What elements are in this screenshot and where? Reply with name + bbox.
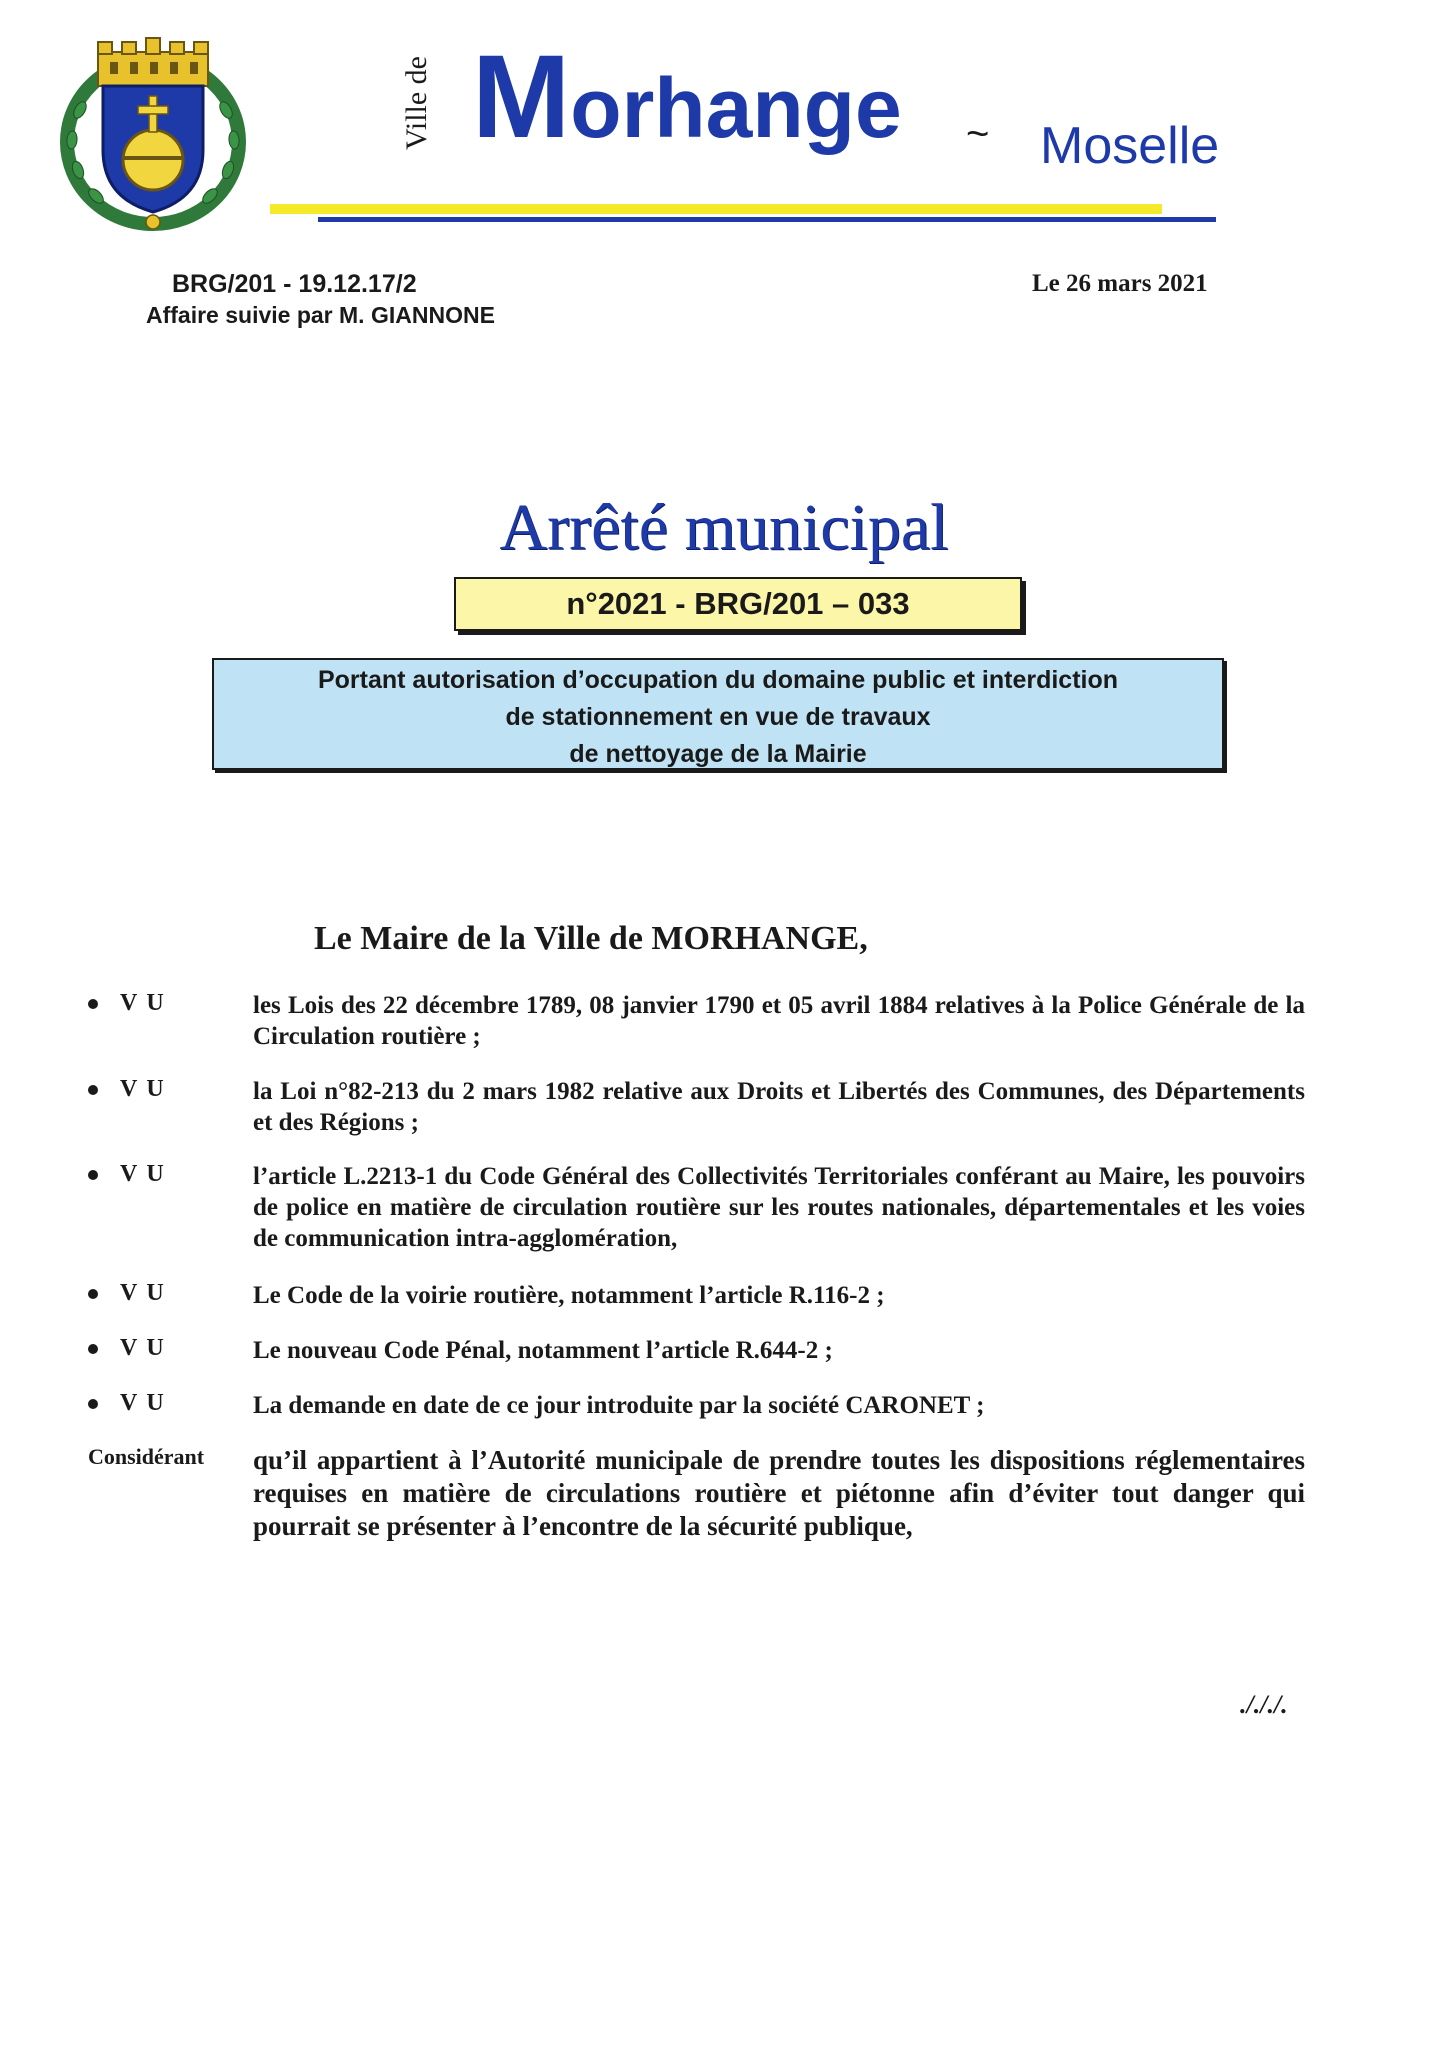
bullet-icon: [88, 1399, 98, 1409]
subject-line: de stationnement en vue de travaux: [505, 703, 931, 731]
region-name: Moselle: [1040, 117, 1220, 175]
bullet-icon: [88, 999, 98, 1009]
vu-text: La demande en date de ce jour introduite par la société CARONET ;: [253, 1392, 985, 1419]
vu-text: Le Code de la voirie routière, notamment l’article R.116-2 ;: [253, 1282, 885, 1309]
considerant-text: qu’il appartient à l’Autorité municipale de prendre toutes les dispositions réglementaires requises en matière de circulations routière et piétonne afin d’éviter tout danger qui pourrait se présenter à l’encontre de la sécurité publique,: [253, 1445, 1305, 1541]
considerant-marker: Considérant: [88, 1444, 205, 1469]
vu-marker: VU: [120, 1390, 173, 1416]
bullet-icon: [88, 1170, 98, 1180]
subject-line: Portant autorisation d’occupation du domaine public et interdiction: [317, 666, 1119, 694]
document-date: Le 26 mars 2021: [1032, 270, 1208, 297]
reference-affaire: Affaire suivie par M. GIANNONE: [146, 302, 495, 328]
coat-of-arms-logo: [58, 30, 248, 235]
bullet-icon: [88, 1289, 98, 1299]
reference-code: BRG/201 - 19.12.17/2: [172, 270, 417, 298]
town-name: [472, 31, 902, 163]
bullet-icon: [88, 1344, 98, 1354]
town-name-rest: orhange: [570, 61, 902, 155]
maire-heading: Le Maire de la Ville de MORHANGE,: [314, 920, 868, 957]
vu-marker: VU: [120, 1280, 173, 1306]
vu-text: Le nouveau Code Pénal, notamment l’article R.644-2 ;: [253, 1337, 833, 1364]
subject-line: de nettoyage de la Mairie: [569, 740, 867, 768]
document-title: Arrêté municipal: [499, 491, 949, 564]
vu-marker: VU: [120, 1161, 173, 1187]
vu-marker: VU: [120, 1076, 173, 1102]
arrete-number: n°2021 - BRG/201 – 033: [566, 586, 910, 621]
ville-de-label: Ville de: [400, 56, 433, 150]
vu-text: l’article L.2213-1 du Code Général des Collectivités Territoriales conférant au Maire, les pouvoirs de police en matière de circulation routière sur les routes nationales, départementales et les voies de communication intra-agglomération,: [253, 1163, 1305, 1252]
town-initial: M: [472, 31, 571, 163]
continuation-mark: ./././.: [1240, 1690, 1288, 1719]
header-separator: ~: [966, 112, 990, 156]
vu-text: la Loi n°82-213 du 2 mars 1982 relative aux Droits et Libertés des Communes, des Départements et des Régions ;: [253, 1078, 1305, 1136]
header-yellow-rule: [270, 204, 1162, 214]
vu-marker: VU: [120, 990, 173, 1016]
arrete-number-box: [454, 577, 1022, 631]
vu-marker: VU: [120, 1335, 173, 1361]
bullet-icon: [88, 1085, 98, 1095]
subject-box: [212, 658, 1224, 770]
header-blue-rule: [318, 217, 1216, 222]
vu-text: les Lois des 22 décembre 1789, 08 janvier 1790 et 05 avril 1884 relatives à la Police Générale de la Circulation routière ;: [253, 992, 1305, 1050]
